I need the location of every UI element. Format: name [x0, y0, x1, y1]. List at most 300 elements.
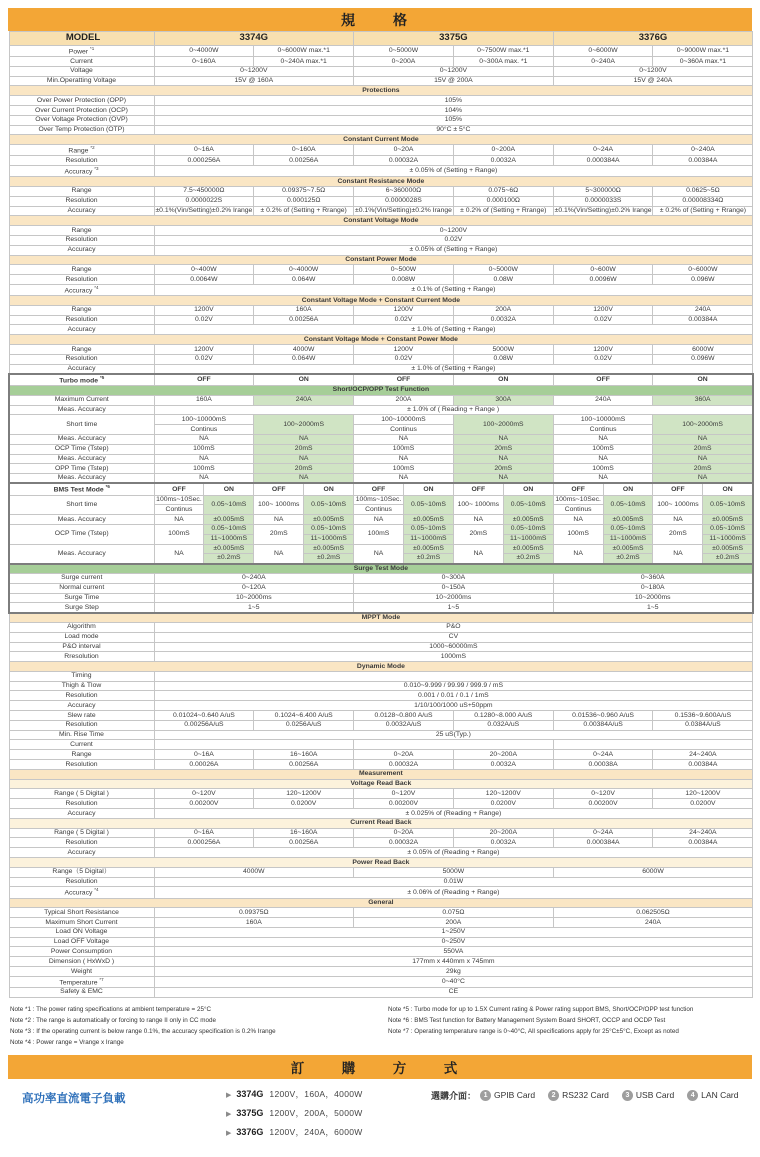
spec-cell: 0.0384A/uS: [653, 720, 753, 730]
spec-cell: ± 0.2% of (Setting + Rrange): [453, 206, 553, 216]
spec-cell: 0.0032A: [453, 760, 553, 770]
spec-row-label: Range $^{*2}$: [9, 145, 154, 156]
spec-cell: NA: [154, 544, 204, 564]
spec-cell: NA: [254, 515, 304, 525]
spec-row: [9, 483, 753, 495]
spec-cell: 0.01536~0.960 A/uS: [553, 711, 653, 721]
order-title-banner: [8, 1055, 752, 1079]
spec-cell: 0.0032A/uS: [354, 720, 454, 730]
spec-cell: 100mS: [354, 524, 404, 544]
spec-row: [9, 918, 753, 928]
spec-cell: 0.000384A: [553, 156, 653, 166]
spec-cell: 0.00256A: [254, 156, 354, 166]
spec-cell: OFF: [254, 483, 304, 495]
spec-row-label: Over Temp Protection (OTP): [9, 125, 154, 135]
spec-cell: 1000~60000mS: [154, 642, 753, 652]
spec-row-label: OCP Time (Tstep): [9, 524, 154, 544]
notes-left-column: [10, 1004, 388, 1048]
spec-cell: 6000W: [653, 345, 753, 355]
model-header: 3375G: [354, 32, 554, 46]
spec-row-label: Accuracy: [9, 245, 154, 255]
spec-cell: 0~24A: [553, 145, 653, 156]
spec-row-label: Load mode: [9, 632, 154, 642]
spec-cell: 10~2000ms: [154, 593, 354, 603]
spec-cell: OFF: [553, 483, 603, 495]
spec-cell: 0.01024~0.640 A/uS: [154, 711, 254, 721]
spec-title-banner: [8, 8, 752, 31]
section-header: Short/OCP/OPP Test Function: [9, 386, 753, 396]
spec-cell: 0~20A: [354, 145, 454, 156]
spec-cell: P&O: [154, 622, 753, 632]
spec-row-label: Maximum Current: [9, 395, 154, 405]
spec-row: [9, 908, 753, 918]
spec-cell: 1~250V: [154, 927, 753, 937]
spec-cell: 20mS: [453, 464, 553, 474]
spec-cell: 4000W: [154, 867, 354, 877]
spec-cell: NA: [653, 515, 703, 525]
spec-row-label: Over Voltage Protection (OVP): [9, 115, 154, 125]
spec-row-label: Range ( 5 Digital ): [9, 828, 154, 838]
spec-row-label: Meas. Accuracy: [9, 544, 154, 564]
spec-row: [9, 642, 753, 652]
spec-row-label: Range: [9, 265, 154, 275]
spec-cell: ON: [503, 483, 553, 495]
spec-cell: ± 0.06% of (Reading + Range): [154, 887, 753, 898]
spec-cell: 0.05~10mS: [403, 495, 453, 515]
interface-card-option: [480, 1090, 535, 1101]
interface-options: [431, 1088, 752, 1102]
spec-row: [9, 196, 753, 206]
spec-cell: 7.5~450000Ω: [154, 187, 254, 197]
spec-row: [9, 495, 753, 515]
spec-cell: 100~2000mS: [653, 415, 753, 435]
spec-cell: 0.096W: [653, 275, 753, 285]
note-line: Note *3 : If the operating current is below range 0.1%, the accuracy specification is 0.2% Irange: [10, 1027, 276, 1035]
spec-row: [9, 325, 753, 335]
spec-cell: 200A: [354, 395, 454, 405]
spec-cell: 0~40°C: [154, 976, 753, 987]
spec-cell: NA: [553, 544, 603, 564]
spec-row: [9, 345, 753, 355]
spec-row: [9, 789, 753, 799]
spec-cell: 0.001 / 0.01 / 0.1 / 1mS: [154, 691, 753, 701]
spec-row-label: Normal current: [9, 583, 154, 593]
spec-cell: 25 uS(Typ.): [154, 730, 753, 740]
spec-cell: 0.0200V: [254, 799, 354, 809]
spec-cell: NA: [553, 515, 603, 525]
spec-cell: 0~120A: [154, 583, 354, 593]
note-line: Note *5 : Turbo mode for up to 1.5X Current rating & Power rating support BMS, Short/OCP/OPP test function: [388, 1005, 694, 1013]
spec-cell: 0.00384A: [653, 760, 753, 770]
spec-cell: 0.00200V: [154, 799, 254, 809]
section-header: Constant Power Mode: [9, 255, 753, 265]
model-header-row: [9, 32, 753, 46]
number-circle-icon: 3: [622, 1090, 633, 1101]
spec-row: [9, 305, 753, 315]
spec-cell: NA: [354, 454, 454, 464]
model-spec: 1200V，240A，6000W: [269, 1126, 363, 1137]
interface-label: 選購介面：: [431, 1090, 477, 1101]
spec-cell: 100mS: [354, 464, 454, 474]
spec-row-label: Load ON Voltage: [9, 927, 154, 937]
spec-cell: ±0.005mS: [204, 515, 254, 525]
spec-cell: 0~120V: [154, 789, 254, 799]
spec-row: [9, 374, 753, 386]
spec-cell: 0.032A/uS: [453, 720, 553, 730]
section-header: Measurement: [9, 769, 753, 779]
spec-cell: OFF: [354, 483, 404, 495]
spec-row: [9, 474, 753, 484]
spec-row: [9, 265, 753, 275]
model-header-label: MODEL: [9, 32, 154, 46]
spec-cell: ±0.005mS ±0.2mS: [304, 544, 354, 564]
section-header: Constant Resistance Mode: [9, 177, 753, 187]
spec-cell: 15V @ 200A: [354, 76, 554, 86]
spec-cell: 0.08W: [453, 275, 553, 285]
spec-cell: 0.1280~8.000 A/uS: [453, 711, 553, 721]
spec-cell: 160A: [154, 918, 354, 928]
spec-row-label: Range: [9, 305, 154, 315]
spec-cell: 1~5: [354, 603, 554, 613]
spec-cell: 1000mS: [154, 652, 753, 662]
note-line: Note *2 : The range is automatically or forcing to range II only in CC mode: [10, 1016, 217, 1024]
spec-cell: 0~5000W: [453, 265, 553, 275]
spec-cell: 100~2000mS: [453, 415, 553, 435]
spec-row-label: Min.Operatting Voltage: [9, 76, 154, 86]
spec-cell: NA: [653, 434, 753, 444]
spec-row-label: Slew rate: [9, 711, 154, 721]
footer: [8, 1088, 752, 1145]
spec-cell: 0.05~10mS: [603, 495, 653, 515]
spec-row: [9, 206, 753, 216]
spec-row: [9, 115, 753, 125]
spec-cell: 105%: [154, 96, 753, 106]
spec-cell: 0.05~10mS 11~1000mS: [603, 524, 653, 544]
spec-row: [9, 622, 753, 632]
spec-row-label: Range ( 5 Digital ): [9, 789, 154, 799]
spec-row: [9, 187, 753, 197]
spec-cell: 105%: [154, 115, 753, 125]
note-line: Note *7 : Operating temperature range is 0~40°C, All specifications apply for 25°C±5°C, Except as noted: [388, 1027, 679, 1035]
spec-cell: 0~200A: [453, 145, 553, 156]
spec-cell: 0.064W: [254, 275, 354, 285]
spec-cell: 1200V: [553, 305, 653, 315]
spec-cell: 15V @ 160A: [154, 76, 354, 86]
spec-cell: 0~120V: [354, 789, 454, 799]
spec-row: [9, 760, 753, 770]
spec-cell: 100ms~10Sec. Continus: [154, 495, 204, 515]
spec-row: [9, 957, 753, 967]
spec-row: [9, 750, 753, 760]
spec-row-label: BMS Test Mode $^{*6}$: [9, 483, 154, 495]
spec-cell: 0.000100Ω: [453, 196, 553, 206]
spec-cell: 0.02V: [553, 354, 653, 364]
spec-cell: 0.0128~0.800 A/uS: [354, 711, 454, 721]
spec-row-label: Resolution: [9, 838, 154, 848]
spec-cell: NA: [653, 544, 703, 564]
spec-row: [9, 711, 753, 721]
spec-row: [9, 354, 753, 364]
spec-cell: 5000W: [354, 867, 554, 877]
spec-row: [9, 284, 753, 295]
spec-cell: ON: [703, 483, 753, 495]
spec-cell: 10~2000ms: [354, 593, 554, 603]
spec-cell: 0~120V: [553, 789, 653, 799]
section-header: General: [9, 898, 753, 908]
spec-cell: NA: [354, 474, 454, 484]
spec-cell: 0.05~10mS 11~1000mS: [304, 524, 354, 544]
spec-cell: 1200V: [354, 305, 454, 315]
spec-row: [9, 145, 753, 156]
spec-cell: 20mS: [453, 444, 553, 454]
spec-cell: 0.02V: [354, 354, 454, 364]
spec-title: 規 格: [341, 11, 419, 28]
spec-cell: 0~240A: [553, 57, 653, 67]
spec-cell: 200A: [453, 305, 553, 315]
spec-row-label: Meas. Accuracy: [9, 515, 154, 525]
spec-row: [9, 583, 753, 593]
spec-cell: 0.1024~6.400 A/uS: [254, 711, 354, 721]
spec-row-label: Accuracy: [9, 206, 154, 216]
spec-cell: 100mS: [553, 524, 603, 544]
spec-cell: 16~160A: [254, 750, 354, 760]
spec-cell: 0~1200V: [553, 66, 753, 76]
spec-cell: ±0.1%(Vin/Setting)±0.2% Irange: [355, 207, 452, 215]
spec-cell: 20mS: [653, 444, 753, 454]
spec-cell: NA: [354, 544, 404, 564]
spec-row: [9, 987, 753, 997]
spec-cell: CE: [154, 987, 753, 997]
spec-cell: 100~ 1000ms: [453, 495, 503, 515]
spec-cell: 240A: [254, 395, 354, 405]
spec-cell: 6~360000Ω: [354, 187, 454, 197]
spec-cell: 0.00384A: [653, 838, 753, 848]
spec-cell: OFF: [154, 374, 254, 386]
spec-cell: NA: [453, 515, 503, 525]
spec-cell: 0.008W: [354, 275, 454, 285]
spec-row-label: Surge current: [9, 573, 154, 583]
spec-cell: NA: [653, 474, 753, 484]
spec-row-label: Timing: [9, 671, 154, 681]
ordering-model-line: [226, 1107, 431, 1119]
spec-row-label: Power $^{*1}$: [9, 46, 154, 57]
spec-cell: 0~150A: [354, 583, 554, 593]
spec-cell: 0.0200V: [653, 799, 753, 809]
spec-cell: 15V @ 240A: [553, 76, 753, 86]
spec-cell: 0~7500W max.*1: [453, 46, 553, 57]
spec-row-label: Resolution: [9, 235, 154, 245]
spec-row: [9, 275, 753, 285]
spec-row-label: Resolution: [9, 799, 154, 809]
spec-cell: 0.00256A/uS: [154, 720, 254, 730]
spec-row-label: Over Power Protection (OPP): [9, 96, 154, 106]
spec-row-label: Accuracy: [9, 701, 154, 711]
spec-row-label: Voltage: [9, 66, 154, 76]
spec-cell: 0.00200V: [354, 799, 454, 809]
section-header: MPPT Mode: [9, 613, 753, 623]
spec-row: [9, 515, 753, 525]
spec-row: [9, 877, 753, 887]
spec-row: [9, 364, 753, 374]
interface-card-label: RS232 Card: [562, 1090, 609, 1101]
spec-cell: 0~250V: [154, 937, 753, 947]
spec-cell: 0~180A: [553, 583, 753, 593]
spec-row-label: Rresolution: [9, 652, 154, 662]
spec-cell: 1/10/100/1000 uS+50ppm: [154, 701, 753, 711]
spec-cell: 0.0032A: [453, 156, 553, 166]
spec-cell: NA: [653, 454, 753, 464]
spec-cell: 240A: [553, 395, 653, 405]
spec-cell: 0~16A: [154, 750, 254, 760]
spec-row-label: Accuracy: [9, 848, 154, 858]
spec-row: [9, 454, 753, 464]
spec-row-label: Range（5 Digital）: [9, 867, 154, 877]
spec-row: [9, 691, 753, 701]
notes: [8, 1004, 752, 1048]
spec-cell: NA: [453, 474, 553, 484]
spec-cell: 0~360A max.*1: [653, 57, 753, 67]
spec-row-label: Surge Time: [9, 593, 154, 603]
spec-cell: ± 0.2% of (Setting + Rrange): [254, 206, 354, 216]
spec-cell: ±0.005mS ±0.2mS: [603, 544, 653, 564]
spec-row: [9, 245, 753, 255]
spec-cell: ± 0.025% of (Reading + Range): [154, 809, 753, 819]
spec-row-label: Short time: [9, 415, 154, 435]
spec-cell: 0.075Ω: [354, 908, 554, 918]
spec-cell: 29kg: [154, 967, 753, 977]
spec-row-label: Resolution: [9, 720, 154, 730]
spec-cell: 20mS: [653, 524, 703, 544]
spec-row: [9, 848, 753, 858]
model-header: 3376G: [553, 32, 753, 46]
spec-cell: 0~240A: [653, 145, 753, 156]
spec-cell: 0.09375~7.5Ω: [254, 187, 354, 197]
spec-row: [9, 226, 753, 236]
spec-cell: ±0.005mS: [503, 515, 553, 525]
spec-cell: 100mS: [154, 524, 204, 544]
spec-row-label: Weight: [9, 967, 154, 977]
spec-cell: ±0.1%(Vin/Setting)±0.2% Irange: [155, 207, 253, 215]
spec-cell: 1~5: [154, 603, 354, 613]
section-header: Constant Voltage Mode + Constant Current Mode: [9, 296, 753, 306]
spec-cell: 0.0000022S: [154, 196, 254, 206]
section-header: Power Read Back: [9, 858, 753, 868]
interface-items: [480, 1090, 751, 1101]
spec-cell: NA: [553, 434, 653, 444]
spec-cell: 240A: [653, 305, 753, 315]
spec-row: [9, 976, 753, 987]
spec-cell: 100mS: [553, 444, 653, 454]
spec-row: [9, 828, 753, 838]
spec-cell: 240A: [553, 918, 753, 928]
spec-cell: 6000W: [553, 867, 753, 877]
spec-row: [9, 434, 753, 444]
spec-row-label: Over Current Protection (OCP): [9, 106, 154, 116]
spec-cell: 0.062505Ω: [553, 908, 753, 918]
spec-row: [9, 867, 753, 877]
spec-row: [9, 947, 753, 957]
spec-cell: 20mS: [653, 464, 753, 474]
spec-cell: ± 0.1% of (Setting + Range): [154, 284, 753, 295]
spec-cell: NA: [553, 474, 653, 484]
spec-cell: 0~1200V: [154, 226, 753, 236]
spec-cell: 100~10000mS Continus: [354, 415, 454, 435]
interface-card-label: USB Card: [635, 1090, 675, 1101]
spec-cell: 0.09375Ω: [154, 908, 354, 918]
spec-cell: 20mS: [254, 444, 354, 454]
ordering-model-line: [226, 1126, 431, 1138]
number-circle-icon: 2: [548, 1090, 559, 1101]
spec-cell: 360A: [653, 395, 753, 405]
spec-row-label: Short time: [9, 495, 154, 515]
spec-cell: 0.05~10mS 11~1000mS: [403, 524, 453, 544]
spec-cell: NA: [453, 544, 503, 564]
spec-cell: 24~240A: [653, 750, 753, 760]
spec-cell: 0.02V: [154, 315, 254, 325]
spec-row-label: Load OFF Voltage: [9, 937, 154, 947]
spec-row-label: Accuracy $^{*4}$: [9, 887, 154, 898]
spec-cell: 0.00256A: [254, 838, 354, 848]
spec-row: [9, 125, 753, 135]
spec-row-label: Safety & EMC: [9, 987, 154, 997]
spec-row-label: Resolution: [9, 315, 154, 325]
spec-cell: 0~1200V: [354, 66, 554, 76]
spec-cell: 0.000256A: [154, 156, 254, 166]
spec-row-label: Range: [9, 345, 154, 355]
spec-row: [9, 166, 753, 177]
spec-cell: 0.05~10mS: [703, 495, 753, 515]
spec-row-label: Thigh & Tlow: [9, 681, 154, 691]
spec-cell: ON: [653, 374, 753, 386]
spec-row: [9, 632, 753, 642]
spec-cell: 20~200A: [453, 750, 553, 760]
spec-cell: 5~300000Ω: [553, 187, 653, 197]
spec-cell: 0.0000033S: [553, 196, 653, 206]
interface-card-option: [622, 1090, 674, 1101]
spec-cell: 0.000125Ω: [254, 196, 354, 206]
spec-cell: 0.02V: [154, 354, 254, 364]
spec-cell: NA: [254, 544, 304, 564]
spec-row: [9, 524, 753, 544]
spec-cell: 0.05~10mS: [503, 495, 553, 515]
spec-row-label: Meas. Accuracy: [9, 405, 154, 415]
model-name: 3374G: [236, 1088, 264, 1099]
spec-row-label: OPP Time (Tstep): [9, 464, 154, 474]
spec-row-label: Accuracy: [9, 364, 154, 374]
spec-cell: 0~1200V: [154, 66, 354, 76]
spec-cell: 100mS: [154, 464, 254, 474]
spec-row-label: Current: [9, 740, 154, 750]
spec-cell: 0.01W: [154, 877, 753, 887]
spec-row-label: Resolution: [9, 196, 154, 206]
spec-cell: ± 0.05% of (Setting + Range): [154, 166, 753, 177]
spec-cell: 0~300A: [354, 573, 554, 583]
spec-cell: 0.0625~5Ω: [653, 187, 753, 197]
spec-cell: 100ms~10Sec. Continus: [354, 495, 404, 515]
spec-cell: 0.000256A: [154, 838, 254, 848]
spec-row: [9, 887, 753, 898]
spec-row: [9, 809, 753, 819]
spec-row-label: Resolution: [9, 691, 154, 701]
spec-cell: ±0.1%(Vin/Setting)±0.2% Irange: [554, 207, 652, 215]
spec-cell: 20mS: [254, 464, 354, 474]
spec-row: [9, 444, 753, 454]
spec-cell: NA: [354, 515, 404, 525]
spec-row-label: Range: [9, 226, 154, 236]
spec-cell: ON: [453, 374, 553, 386]
spec-cell: ± 1.0% of (Setting + Range): [154, 325, 753, 335]
spec-cell: 0.00256A: [254, 315, 354, 325]
